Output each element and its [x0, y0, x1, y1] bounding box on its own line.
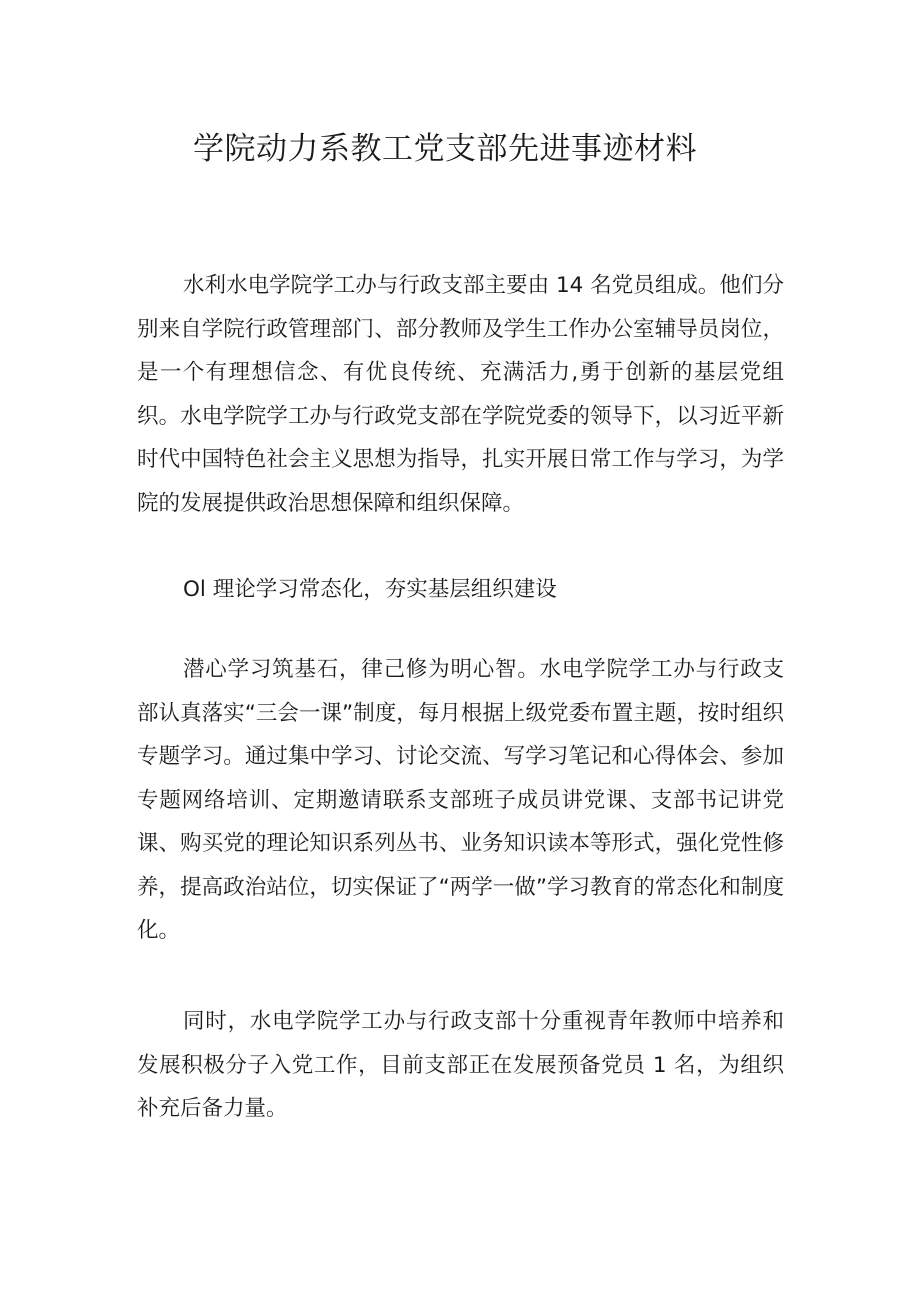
section-heading: Ol 理论学习常态化，夯实基层组织建设 — [183, 577, 557, 602]
paragraph-intro: 水利水电学院学工办与行政支部主要由 14 名党员组成。他们分别来自学院行政管理部门、部分教师及学生工作办公室辅导员岗位，是一个有理想信念、有优良传统、充满活力,勇于创新的基层党组织。水电学院学工办与行政党支部在学院党委的领导下，以习近平新时代中国特色社会主义思想为指导，扎实开展日常工作与学习，为学院的发展提供政治思想保障和组织保障。 — [137, 273, 784, 516]
paragraph-development: 同时，水电学院学工办与行政支部十分重视青年教师中培养和发展积极分子入党工作，目前支部正在发展预备党员 1 名，为组织补充后备力量。 — [137, 1009, 784, 1121]
paragraph-study: 潜心学习筑基石，律己修为明心智。水电学院学工办与行政支部认真落实“三会一课”制度，每月根据上级党委布置主题，按时组织专题学习。通过集中学习、讨论交流、写学习笔记和心得体会、参加专题网络培训、定期邀请联系支部班子成员讲党课、支部书记讲党课、购买党的理论知识系列丛书、业务知识读本等形式，强化党性修养，提高政治站位，切实保证了“两学一做”学习教育的常态化和制度化。 — [137, 657, 784, 943]
document-title: 学院动力系教工党支部先进事迹材料 — [193, 131, 697, 167]
